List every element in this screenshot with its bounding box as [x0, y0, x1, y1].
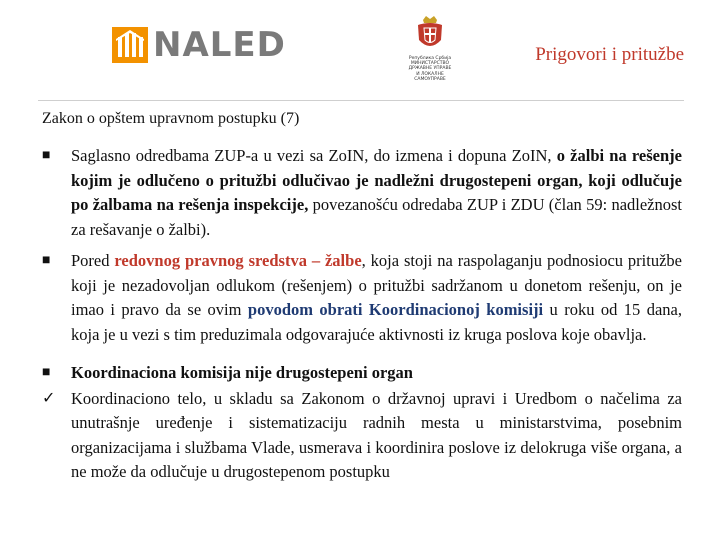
slide-header: [0, 0, 720, 100]
square-bullet-icon: ■: [42, 365, 51, 380]
ministry-crest: [398, 14, 462, 82]
bullet-item-3: [42, 361, 682, 386]
slide-subtitle: Zakon o opštem upravnom postupku (7): [42, 110, 300, 127]
checkmark-icon: ✓: [42, 389, 56, 407]
naled-mark-icon: [112, 27, 148, 63]
bullet-item-2: [42, 249, 682, 347]
bullet-item-1: [42, 144, 682, 242]
naled-logo-text: NALED: [153, 25, 286, 65]
serbian-coat-of-arms-icon: [415, 14, 445, 54]
bullet-1-text-c: povezanošću odredaba ZUP i ZDU (član 59: nadležnost za rešavanje o žalbi).: [71, 195, 683, 239]
bullet-list: [42, 144, 682, 485]
bullet-1-text-a: Saglasno odredbama ZUP-a u vezi sa ZoIN, do izmena i dopuna ZoIN,: [71, 146, 557, 165]
bullet-2-emphasis-blue: povodom obrati Koordinacionoj komisiji: [247, 300, 544, 319]
ministry-caption: Република Србија МИНИСТАРСТВО ДРЖАВНЕ УПРАВЕ И ЛОКАЛНЕ САМОУПРАВЕ: [408, 56, 452, 82]
header-divider: [38, 100, 684, 101]
bullet-2-text-e: u roku od 15 dana, koja je u vezi s tim preduzimala odgovarajuće aktivnosti iz kruga poslova koje obavlja.: [71, 300, 682, 344]
bullet-3-text: Koordinaciona komisija nije drugostepeni organ: [71, 363, 413, 382]
page-title: Prigovori i pritužbe: [535, 44, 684, 65]
naled-logo: [112, 27, 286, 63]
square-bullet-icon: ■: [42, 148, 51, 163]
bullet-item-4: [42, 387, 682, 485]
bullet-2-text-c: , koja stoji na raspolaganju podnosiocu pritužbe koji je nezadovoljan odlukom (rešenjem) o pritužbi sadržanom u donetom rešenju, on je imao i pravo da se ovim: [71, 251, 682, 319]
square-bullet-icon: ■: [42, 253, 51, 268]
bullet-4-text: Koordinaciono telo, u skladu sa Zakonom o državnoj upravi i Uredbom o načelima za unutrašnje uređenje i sistematizaciju radnih mesta u ministarstvima, posebnim organizacijama i službama Vlade, usmerava i koordinira poslove iz delokruga više organa, a ne može da odlučuje u drugostepenom postupku: [71, 388, 682, 481]
bullet-1-text-bold: o žalbi na rešenje kojim je odlučeno o pritužbi odlučivao je nadležni drugostepeni organ, koji odlučuje po žalbama na rešenja inspekcije,: [71, 146, 682, 214]
bullet-2-emphasis-red: redovnog pravnog sredstva – žalbe: [114, 251, 362, 270]
bullet-2-text-a: Pored: [71, 251, 115, 270]
